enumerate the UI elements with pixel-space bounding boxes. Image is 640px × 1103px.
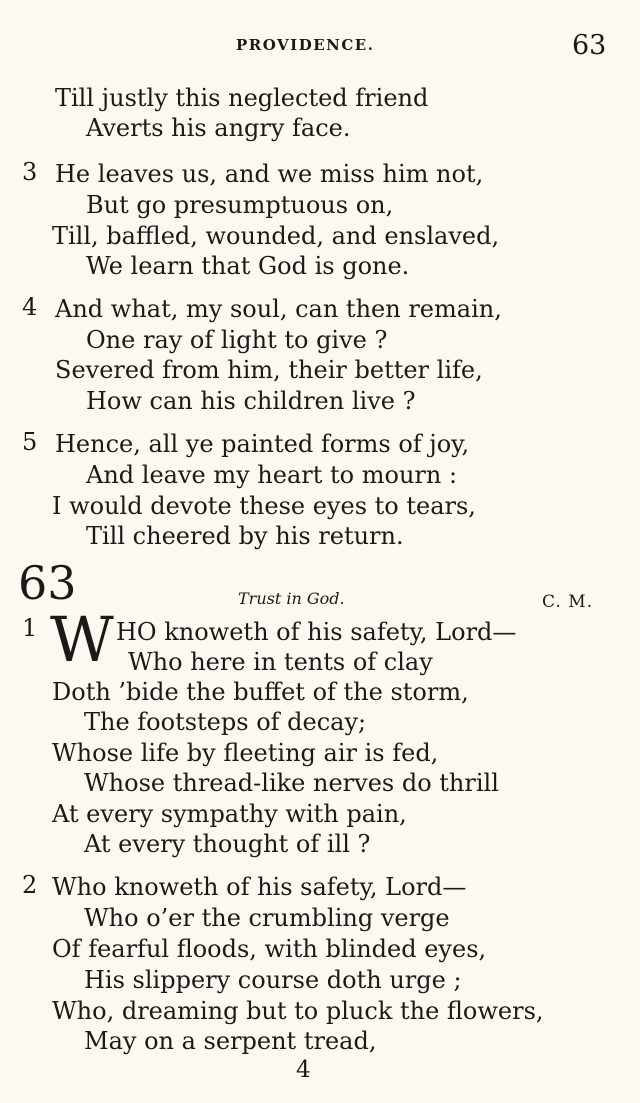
verse-line: May on a serpent tread, [84, 1027, 377, 1055]
verse-line: He leaves us, and we miss him not, [55, 160, 484, 188]
hymn-title: Trust in God. [238, 589, 345, 608]
hymn-number: 63 [18, 556, 77, 610]
verse-line: I would devote these eyes to tears, [52, 492, 476, 520]
verse-line: Who o’er the crumbling verge [84, 904, 450, 932]
verse-line: And leave my heart to mourn : [86, 461, 458, 489]
verse-line: We learn that God is gone. [86, 252, 410, 280]
verse-line: How can his children live ? [86, 387, 416, 415]
verse-line: Whose life by fleeting air is fed, [52, 739, 439, 767]
verse-line: Of fearful floods, with blinded eyes, [52, 935, 487, 963]
verse-line: Till cheered by his return. [86, 522, 404, 550]
signature-mark: 4 [296, 1057, 311, 1083]
verse-line: HO knoweth of his safety, Lord— [116, 618, 517, 646]
drop-cap: W [50, 603, 114, 676]
stanza-number: 5 [22, 428, 38, 456]
verse-line: Severed from him, their better life, [55, 356, 483, 384]
verse-line: Whose thread-like nerves do thrill [84, 769, 499, 797]
verse-line: Who, dreaming but to pluck the flowers, [52, 997, 544, 1025]
stanza-number: 3 [22, 158, 38, 186]
verse-line: And what, my soul, can then remain, [55, 295, 502, 323]
verse-line: Who knoweth of his safety, Lord— [52, 873, 467, 901]
verse-line: Till justly this neglected friend [55, 84, 429, 112]
stanza-number: 4 [22, 293, 38, 321]
verse-line: At every thought of ill ? [84, 830, 371, 858]
verse-line: Averts his angry face. [86, 114, 351, 142]
hymn-meter: C. M. [542, 592, 594, 612]
page-number: 63 [572, 30, 607, 61]
verse-line: One ray of light to give ? [86, 326, 388, 354]
verse-line: The footsteps of decay; [84, 708, 367, 736]
running-header: PROVIDENCE. [236, 36, 375, 54]
verse-line: His slippery course doth urge ; [84, 966, 462, 994]
stanza-number: 2 [22, 871, 38, 899]
verse-line: Doth ’bide the buffet of the storm, [52, 678, 469, 706]
verse-line: At every sympathy with pain, [52, 800, 407, 828]
verse-line: But go presumptuous on, [86, 191, 394, 219]
stanza-number: 1 [22, 614, 38, 642]
verse-line: Till, baffled, wounded, and enslaved, [52, 222, 500, 250]
verse-line: Hence, all ye painted forms of joy, [55, 430, 470, 458]
verse-line: Who here in tents of clay [128, 648, 433, 676]
